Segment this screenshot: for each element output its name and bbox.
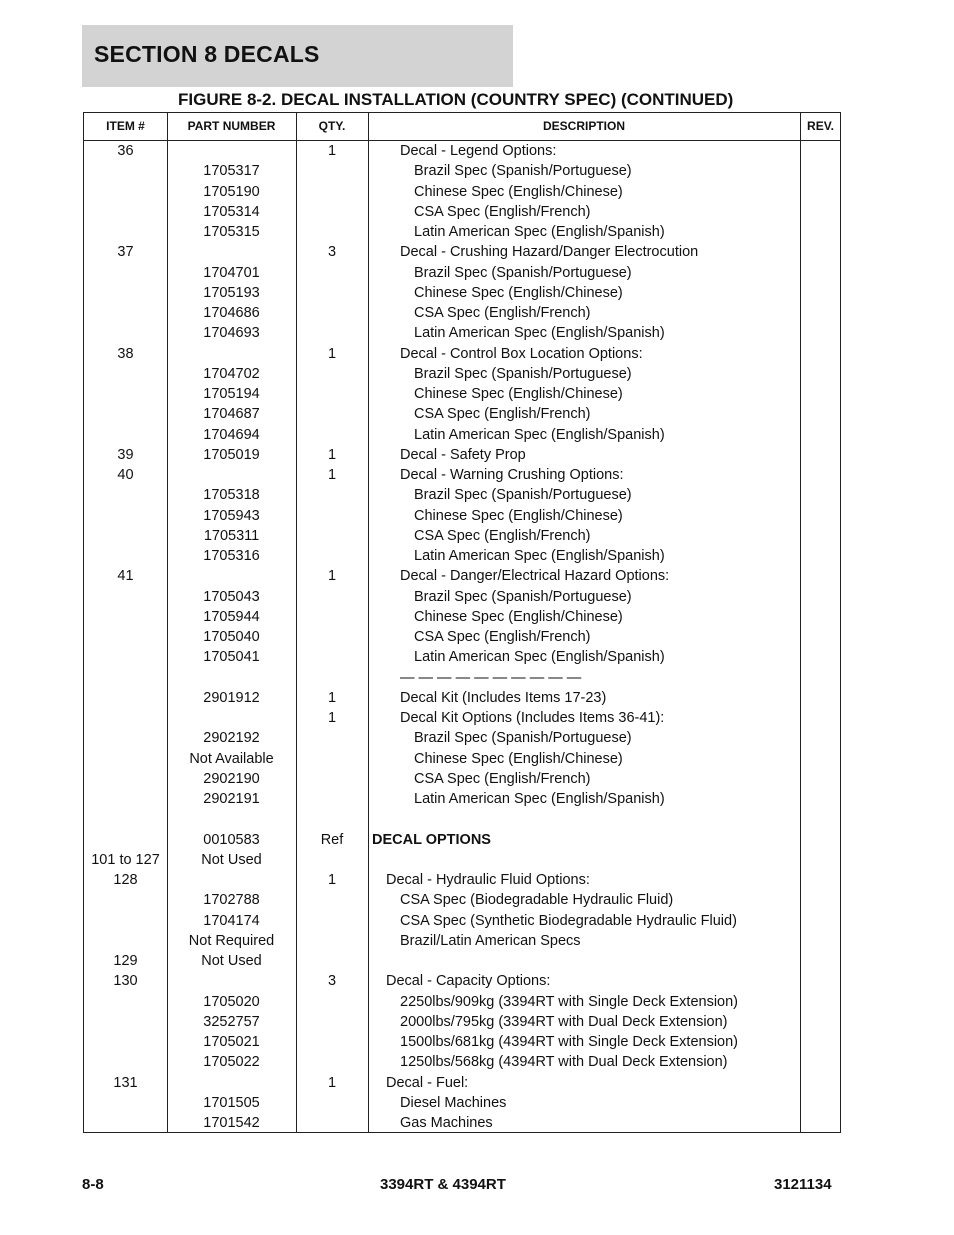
- table-row: [84, 911, 840, 931]
- figure-title: FIGURE 8-2. DECAL INSTALLATION (COUNTRY SPEC) (CONTINUED): [178, 90, 734, 109]
- description-cell: CSA Spec (English/French): [414, 629, 591, 645]
- table-row: [84, 850, 840, 870]
- part-number-cell: 2902192: [203, 730, 260, 747]
- header-description: DESCRIPTION: [542, 119, 625, 133]
- part-number-cell: 1701542: [203, 1115, 260, 1131]
- description-cell: Chinese Spec (English/Chinese): [414, 507, 623, 524]
- item-cell: 38: [117, 345, 134, 362]
- qty-cell: 1: [327, 689, 337, 706]
- item-cell: 40: [117, 467, 134, 483]
- table-row: [84, 222, 840, 242]
- qty-cell: 1: [327, 710, 337, 726]
- table-row: [84, 283, 840, 303]
- part-number-cell: 1705041: [203, 649, 260, 666]
- part-number-cell: 3252757: [203, 1013, 260, 1030]
- table-row: [84, 1012, 840, 1032]
- part-number-cell: 1704702: [203, 365, 260, 382]
- description-cell: Latin American Spec (English/Spanish): [414, 649, 665, 666]
- qty-cell: 1: [327, 467, 337, 483]
- section-header: [82, 25, 513, 87]
- qty-cell: 1: [327, 872, 337, 888]
- table-row: [84, 668, 840, 688]
- table-row: [84, 951, 840, 971]
- description-cell: Brazil Spec (Spanish/Portuguese): [414, 730, 632, 747]
- part-number-cell: 1704686: [203, 305, 260, 321]
- table-row: [84, 890, 840, 910]
- part-number-cell: 1705317: [203, 163, 260, 180]
- part-number-cell: 1705040: [203, 629, 260, 645]
- table-row: [84, 688, 840, 708]
- part-number-cell: 1704174: [203, 912, 260, 929]
- description-cell: Chinese Spec (English/Chinese): [414, 386, 623, 402]
- table-row: [84, 728, 840, 748]
- description-cell: Decal - Fuel:: [386, 1074, 469, 1091]
- table-row: [84, 303, 840, 323]
- table-row: [84, 931, 840, 951]
- part-number-cell: 1705190: [203, 183, 260, 200]
- table-row: [84, 263, 840, 283]
- qty-cell: 3: [327, 973, 337, 990]
- table-row: [84, 182, 840, 202]
- header-rev: REV.: [807, 119, 834, 133]
- table-row: [84, 830, 840, 850]
- table-row: [84, 749, 840, 769]
- part-number-cell: 1705194: [203, 386, 260, 402]
- table-row: [84, 1052, 840, 1072]
- description-cell: CSA Spec (English/French): [414, 527, 591, 544]
- table-row: [84, 607, 840, 627]
- table-row: [84, 344, 840, 364]
- part-number-cell: 1701505: [203, 1094, 260, 1111]
- table-row: [84, 992, 840, 1012]
- item-cell: 129: [113, 953, 138, 969]
- description-cell: 1250lbs/568kg (4394RT with Dual Deck Extension): [400, 1054, 728, 1071]
- description-cell: Decal - Warning Crushing Options:: [400, 467, 624, 483]
- part-number-cell: 1705314: [203, 203, 260, 220]
- table-row: [84, 587, 840, 607]
- part-number-cell: 1704701: [203, 264, 260, 281]
- description-cell: CSA Spec (English/French): [414, 203, 591, 220]
- description-cell: Decal - Legend Options:: [400, 143, 557, 159]
- description-cell: Decal - Safety Prop: [400, 446, 526, 463]
- table-row: [84, 506, 840, 526]
- header-item: ITEM #: [106, 119, 145, 133]
- part-number-cell: 1705318: [203, 487, 260, 504]
- table-row: [84, 323, 840, 343]
- table-body: [84, 141, 840, 1133]
- description-cell: CSA Spec (Synthetic Biodegradable Hydraulic Fluid): [400, 912, 737, 929]
- description-cell: Chinese Spec (English/Chinese): [414, 750, 623, 767]
- item-cell: 37: [117, 244, 134, 261]
- qty-cell: 1: [327, 568, 337, 585]
- part-number-cell: 1704694: [203, 426, 260, 443]
- qty-cell: 1: [327, 1074, 337, 1091]
- part-number-cell: 1704687: [203, 406, 260, 423]
- footer-page-number: 8-8: [82, 1176, 104, 1193]
- description-cell: 1500lbs/681kg (4394RT with Single Deck Extension): [400, 1034, 738, 1050]
- description-cell: — — — — — — — — — —: [400, 669, 582, 686]
- item-cell: 128: [113, 872, 138, 888]
- description-cell: CSA Spec (English/French): [414, 406, 591, 423]
- description-cell: Decal - Control Box Location Options:: [400, 345, 643, 362]
- table-row: [84, 364, 840, 384]
- table-row: [84, 627, 840, 647]
- description-cell: DECAL OPTIONS: [372, 831, 491, 848]
- item-cell: 131: [113, 1074, 138, 1091]
- table-row: [84, 445, 840, 465]
- description-cell: Chinese Spec (English/Chinese): [414, 608, 623, 625]
- table-row: [84, 425, 840, 445]
- table-row: [84, 202, 840, 222]
- description-cell: Brazil Spec (Spanish/Portuguese): [414, 264, 632, 281]
- description-cell: Decal - Hydraulic Fluid Options:: [386, 872, 590, 888]
- qty-cell: 1: [327, 446, 337, 463]
- description-cell: Decal - Crushing Hazard/Danger Electrocution: [400, 244, 699, 261]
- description-cell: 2250lbs/909kg (3394RT with Single Deck Extension): [400, 993, 738, 1010]
- description-cell: Gas Machines: [400, 1115, 493, 1131]
- table-row: [84, 485, 840, 505]
- description-cell: Latin American Spec (English/Spanish): [414, 325, 665, 342]
- part-number-cell: Not Used: [201, 953, 262, 969]
- table-row: [84, 465, 840, 485]
- part-number-cell: 1705311: [203, 527, 260, 544]
- description-cell: Chinese Spec (English/Chinese): [414, 284, 623, 301]
- part-number-cell: Not Available: [189, 750, 274, 767]
- table-row: [84, 870, 840, 890]
- item-cell: 130: [113, 973, 138, 990]
- description-cell: Latin American Spec (English/Spanish): [414, 548, 665, 564]
- table-row: [84, 1093, 840, 1113]
- description-cell: Diesel Machines: [400, 1094, 507, 1111]
- part-number-cell: 1705944: [203, 608, 260, 625]
- part-number-cell: Not Used: [201, 851, 262, 868]
- parts-table: [83, 112, 841, 1133]
- section-title: SECTION 8 DECALS: [94, 41, 320, 67]
- part-number-cell: 2901912: [203, 689, 260, 706]
- qty-cell: 3: [327, 244, 337, 261]
- part-number-cell: 1705043: [203, 588, 260, 605]
- part-number-cell: 1705193: [203, 284, 260, 301]
- description-cell: Decal - Capacity Options:: [386, 973, 551, 990]
- table-row: [84, 769, 840, 789]
- table-row: [84, 1073, 840, 1093]
- description-cell: CSA Spec (English/French): [414, 770, 591, 787]
- footer-model: 3394RT & 4394RT: [380, 1176, 506, 1193]
- qty-cell: 1: [327, 345, 337, 362]
- description-cell: 2000lbs/795kg (3394RT with Dual Deck Extension): [400, 1013, 728, 1030]
- part-number-cell: 1705316: [203, 548, 260, 564]
- description-cell: Decal - Danger/Electrical Hazard Options:: [400, 568, 670, 585]
- description-cell: Latin American Spec (English/Spanish): [414, 791, 665, 807]
- table-row: [84, 242, 840, 262]
- header-part-number: PART NUMBER: [187, 119, 276, 133]
- table-row: [84, 971, 840, 991]
- description-cell: Latin American Spec (English/Spanish): [414, 426, 665, 443]
- part-number-cell: 2902191: [203, 791, 260, 807]
- description-cell: Brazil Spec (Spanish/Portuguese): [414, 163, 632, 180]
- description-cell: CSA Spec (Biodegradable Hydraulic Fluid): [400, 892, 674, 909]
- table-row: [84, 1032, 840, 1052]
- qty-cell: 1: [327, 143, 337, 159]
- part-number-cell: 1702788: [203, 892, 260, 909]
- part-number-cell: 1705943: [203, 507, 260, 524]
- part-number-cell: 2902190: [203, 770, 260, 787]
- part-number-cell: 1705022: [203, 1054, 260, 1071]
- part-number-cell: 0010583: [203, 831, 260, 848]
- table-row: [84, 809, 840, 829]
- description-cell: Brazil Spec (Spanish/Portuguese): [414, 487, 632, 504]
- table-row: [84, 566, 840, 586]
- qty-cell: Ref: [320, 831, 344, 848]
- table-row: [84, 141, 840, 161]
- table-row: [84, 708, 840, 728]
- table-row: [84, 526, 840, 546]
- item-cell: 36: [117, 143, 134, 159]
- part-number-cell: 1705020: [203, 993, 260, 1010]
- table-row: [84, 1113, 840, 1133]
- part-number-cell: 1705021: [203, 1034, 260, 1050]
- table-row: [84, 404, 840, 424]
- part-number-cell: Not Required: [188, 932, 275, 949]
- table-row: [84, 647, 840, 667]
- description-cell: CSA Spec (English/French): [414, 305, 591, 321]
- description-cell: Brazil Spec (Spanish/Portuguese): [414, 365, 632, 382]
- part-number-cell: 1704693: [203, 325, 260, 342]
- item-cell: 41: [117, 568, 134, 585]
- table-row: [84, 384, 840, 404]
- part-number-cell: 1705315: [203, 224, 260, 240]
- header-qty: QTY.: [318, 119, 346, 133]
- description-cell: Decal Kit Options (Includes Items 36-41):: [400, 710, 665, 726]
- description-cell: Chinese Spec (English/Chinese): [414, 183, 623, 200]
- description-cell: Brazil/Latin American Specs: [400, 932, 581, 949]
- description-cell: Decal Kit (Includes Items 17-23): [400, 689, 607, 706]
- description-cell: Brazil Spec (Spanish/Portuguese): [414, 588, 632, 605]
- part-number-cell: 1705019: [203, 446, 260, 463]
- description-cell: Latin American Spec (English/Spanish): [414, 224, 665, 240]
- footer-doc-number: 3121134: [774, 1176, 832, 1193]
- item-cell: 39: [117, 446, 134, 463]
- table-row: [84, 789, 840, 809]
- table-row: [84, 546, 840, 566]
- item-cell: 101 to 127: [91, 851, 160, 868]
- table-row: [84, 161, 840, 181]
